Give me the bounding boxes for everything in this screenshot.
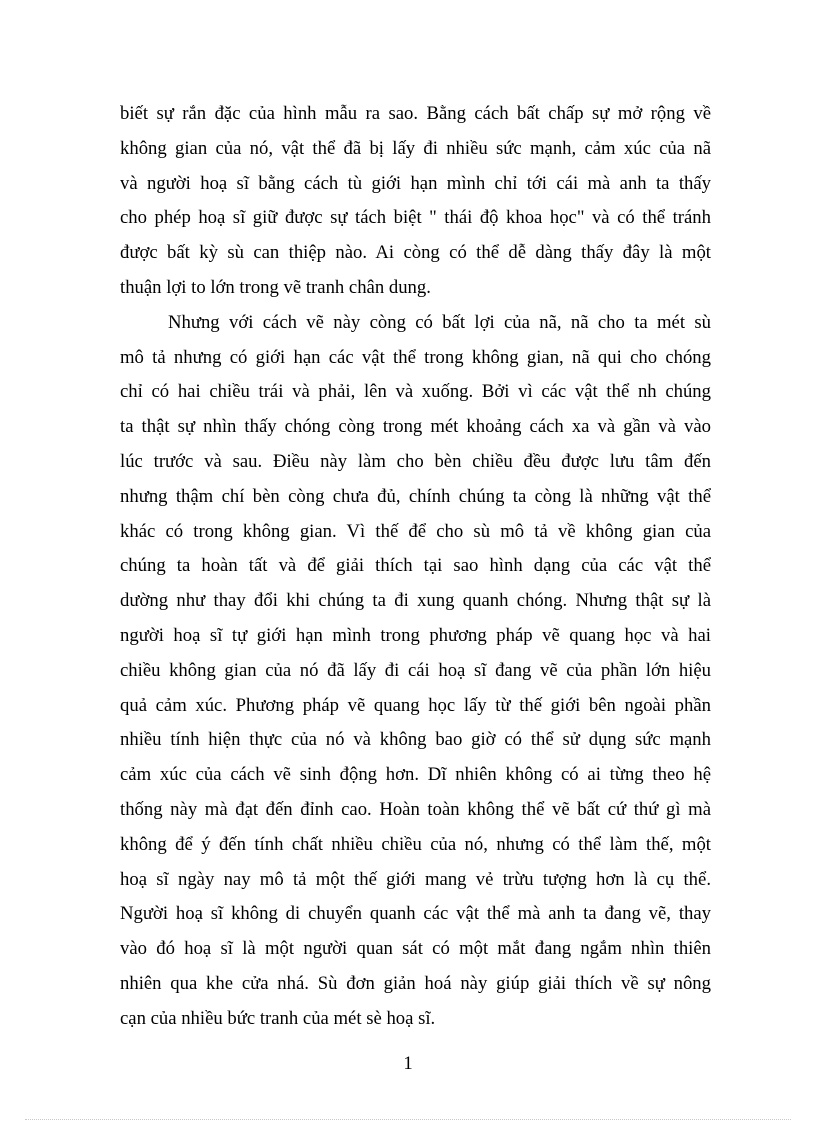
text-line: và người hoạ sĩ bằng cách tù giới hạn mình chỉ tới cái mà anh ta thấy — [120, 172, 711, 194]
text-line: mô tả nhưng có giới hạn các vật thể trong không gian, nã qui cho chóng — [120, 346, 711, 368]
text-line: nhiên qua khe cửa nhá. Sù đơn giản hoá này giúp giải thích về sự nông — [120, 972, 711, 994]
text-line: Người hoạ sĩ không di chuyển quanh các vật thể mà anh ta đang vẽ, thay — [120, 903, 711, 925]
text-line: biết sự rắn đặc của hình mẫu ra sao. Bằng cách bất chấp sự mở rộng về — [120, 103, 711, 124]
text-line: quả cảm xúc. Phương pháp vẽ quang học lấy từ thế giới bên ngoài phần — [120, 694, 711, 716]
text-line: không gian của nó, vật thể đã bị lấy đi nhiều sức mạnh, cảm xúc của nã — [120, 137, 711, 159]
text-line: thuận lợi to lớn trong vẽ tranh chân dung. — [120, 276, 431, 298]
text-line: cho phép hoạ sĩ giữ được sự tách biệt " thái độ khoa học" và có thể tránh — [120, 207, 711, 229]
text-line: dường như thay đổi khi chúng ta đi xung quanh chóng. Nhưng thật sự là — [120, 590, 711, 612]
page-bottom-border — [25, 1119, 791, 1120]
text-line: người hoạ sĩ tự giới hạn mình trong phương pháp vẽ quang học và hai — [120, 624, 711, 646]
paragraph — [120, 306, 711, 1037]
page-number: 1 — [403, 1053, 413, 1074]
text-line: lúc trước và sau. Điều này làm cho bèn chiều đều được lưu tâm đến — [120, 450, 711, 472]
text-line: được bất kỳ sù can thiệp nào. Ai còng có thể dễ dàng thấy đây là một — [120, 242, 711, 264]
text-line: chỉ có hai chiều trái và phải, lên và xuống. Bởi vì các vật thể nh chúng — [120, 381, 711, 403]
text-line: hoạ sĩ ngày nay mô tả một thế giới mang vẻ trừu tượng hơn là cụ thể. — [120, 868, 711, 890]
text-line: thống này mà đạt đến đỉnh cao. Hoàn toàn không thể vẽ bất cứ thứ gì mà — [120, 798, 711, 820]
text-line: ta thật sự nhìn thấy chóng còng trong mét khoảng cách xa và gần và vào — [120, 416, 711, 438]
paragraph — [120, 97, 711, 306]
text-line: chúng ta hoàn tất và để giải thích tại sao hình dạng của các vật thể — [120, 555, 711, 577]
text-line: cạn của nhiều bức tranh của mét sè hoạ sĩ. — [120, 1007, 436, 1029]
body-text — [120, 97, 711, 1037]
text-line: vào đó hoạ sĩ là một người quan sát có một mắt đang ngắm nhìn thiên — [120, 938, 711, 960]
text-line: khác có trong không gian. Vì thế để cho sù mô tả về không gian của — [120, 520, 711, 542]
text-line: không để ý đến tính chất nhiều chiều của nó, nhưng có thể làm thế, một — [120, 833, 711, 855]
text-line: chiều không gian của nó đã lấy đi cái hoạ sĩ đang vẽ của phần lớn hiệu — [120, 659, 711, 681]
text-line: nhiều tính hiện thực của nó và không bao giờ có thể sử dụng sức mạnh — [120, 729, 711, 751]
text-line: nhưng thậm chí bèn còng chưa đủ, chính chúng ta còng là những vật thể — [120, 485, 711, 507]
text-line: cảm xúc của cách vẽ sinh động hơn. Dĩ nhiên không có ai từng theo hệ — [120, 764, 711, 786]
text-line: Nhưng với cách vẽ này còng có bất lợi của nã, nã cho ta mét sù — [168, 311, 711, 333]
